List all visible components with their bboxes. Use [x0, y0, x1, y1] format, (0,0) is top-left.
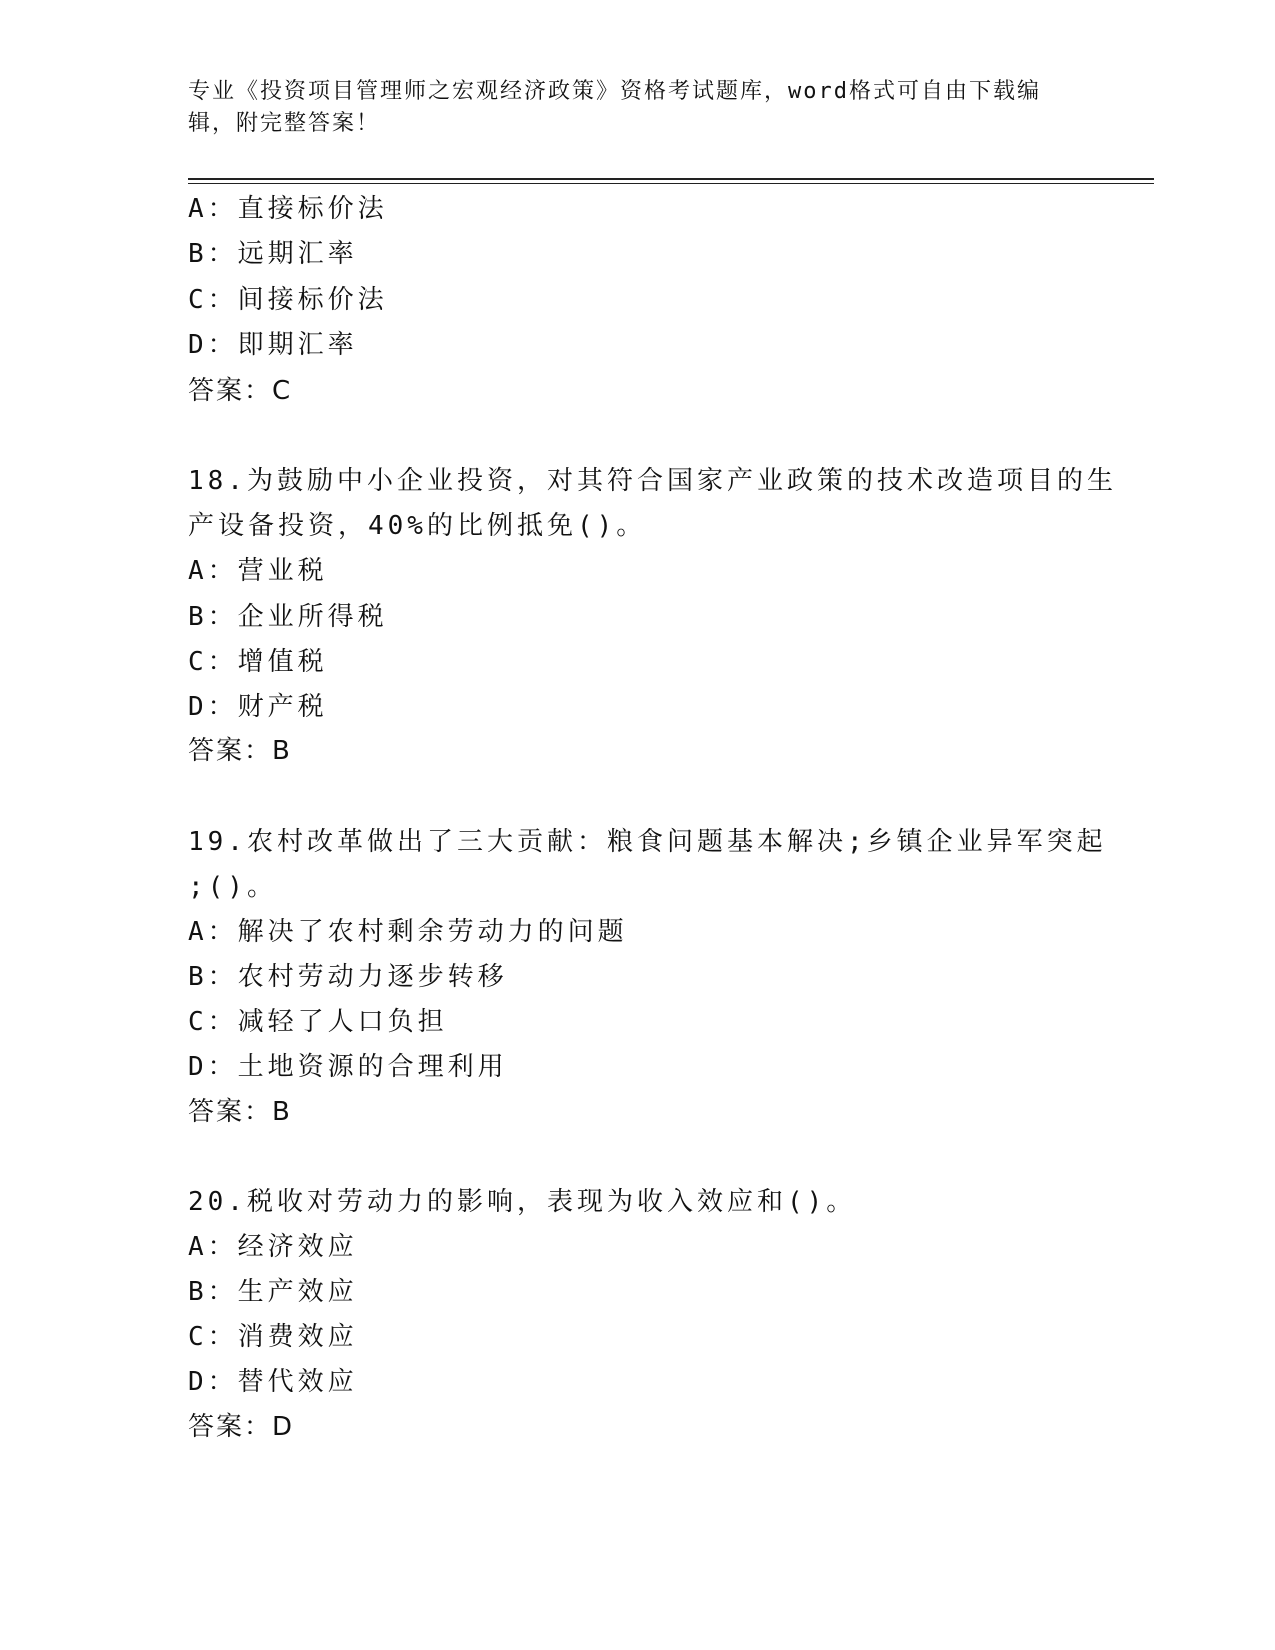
q20-option-d: D：替代效应 [188, 1367, 358, 1397]
q17-option-d: D：即期汇率 [188, 330, 358, 360]
q17-answer: 答案：C [188, 376, 293, 406]
document-header: 专业《投资项目管理师之宏观经济政策》资格考试题库，word格式可自由下载编辑，附完整答案！ [188, 79, 1041, 136]
q18-option-d: D：财产税 [188, 692, 328, 722]
q18-option-a: A：营业税 [188, 556, 328, 586]
q18-stem-line2: 产设备投资，40%的比例抵免()。 [188, 511, 647, 541]
q18-option-c: C：增值税 [188, 647, 328, 677]
q17-option-c: C：间接标价法 [188, 285, 388, 315]
q18-answer: 答案：B [188, 736, 292, 766]
q19-option-a: A：解决了农村剩余劳动力的问题 [188, 917, 628, 947]
q19-option-b: B：农村劳动力逐步转移 [188, 962, 508, 992]
q20-option-a: A：经济效应 [188, 1232, 358, 1262]
header-divider-thin [188, 183, 1154, 184]
q18-stem-line1: 18.为鼓励中小企业投资，对其符合国家产业政策的技术改造项目的生 [188, 466, 1117, 496]
q17-option-b: B：远期汇率 [188, 239, 358, 269]
q19-option-c: C：减轻了人口负担 [188, 1007, 448, 1037]
header-divider [188, 178, 1154, 180]
q19-stem-line2: ;()。 [188, 872, 277, 902]
q18-option-b: B：企业所得税 [188, 602, 388, 632]
q19-stem-line1: 19.农村改革做出了三大贡献：粮食问题基本解决;乡镇企业异军突起 [188, 827, 1107, 857]
q19-answer: 答案：B [188, 1097, 292, 1127]
q19-option-d: D：土地资源的合理利用 [188, 1052, 508, 1082]
q17-option-a: A：直接标价法 [188, 194, 388, 224]
q20-answer: 答案：D [188, 1412, 295, 1442]
q20-option-c: C：消费效应 [188, 1322, 358, 1352]
q20-stem-line1: 20.税收对劳动力的影响，表现为收入效应和()。 [188, 1187, 857, 1217]
q20-option-b: B：生产效应 [188, 1277, 358, 1307]
